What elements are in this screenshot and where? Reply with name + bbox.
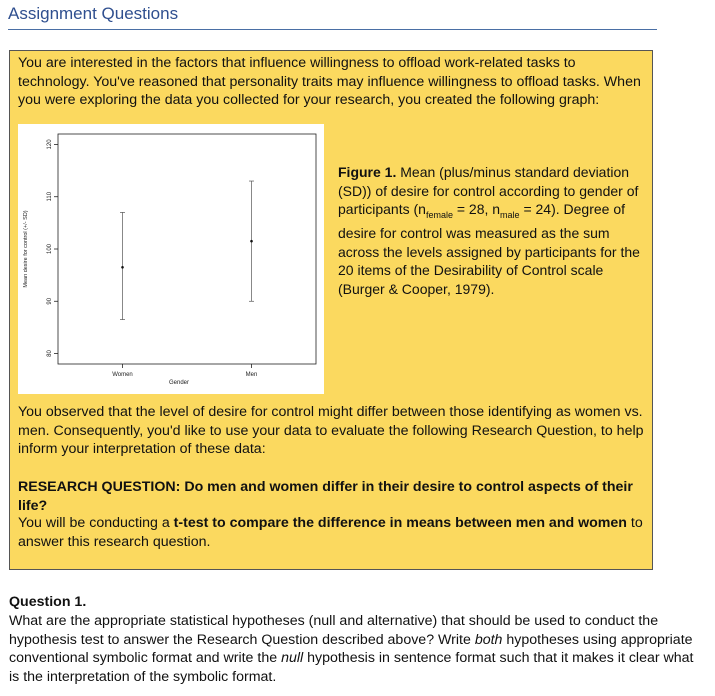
method-text-c: to answer this research question. xyxy=(18,515,643,550)
intro-paragraph: You are interested in the factors that influence willingness to offload work-related tasks to technology. You've reasoned that personality traits may influence willingness to offload tasks. When you were exploring the data you collected for your research, you created the following graph: xyxy=(18,55,641,108)
method-text-b: t-test to compare the difference in means between men and women xyxy=(173,515,627,531)
caption-sub-female: female xyxy=(425,209,453,220)
page-heading: Assignment Questions xyxy=(8,4,179,23)
method-paragraph xyxy=(18,514,648,551)
y-tick-label: 100 xyxy=(47,243,53,255)
y-tick-label: 110 xyxy=(47,191,53,202)
q1-text-b: both xyxy=(474,631,503,648)
question-1-body xyxy=(9,612,699,686)
y-axis-label: Mean desire for control (+/- SD) xyxy=(23,210,29,288)
figure-panel xyxy=(18,124,324,394)
mean-point xyxy=(121,266,124,269)
caption-text-a: Mean (plus/minus standard deviation (SD)) of desire for control according to gender of participants (n xyxy=(338,164,639,217)
heading-divider xyxy=(8,29,657,30)
q1-text-e: hypothesis in sentence format such that it makes it clear what is the interpretation of the symbolic format. xyxy=(9,650,694,685)
plot-frame xyxy=(58,134,316,364)
x-tick-label: Men xyxy=(245,372,258,378)
research-question: RESEARCH QUESTION: Do men and women differ in their desire to control aspects of their life? xyxy=(18,479,633,514)
q1-text-a: What are the appropriate statistical hypotheses (null and alternative) that should be used to conduct the hypothesis test to answer the Research Question described above? Write xyxy=(9,613,659,648)
errorbar-chart xyxy=(18,124,324,394)
question-1-title: Question 1. xyxy=(9,594,87,610)
mean-point xyxy=(250,240,253,243)
y-tick-label: 120 xyxy=(47,139,53,150)
caption-sub-male: male xyxy=(500,209,520,220)
x-axis-label: Gender xyxy=(168,380,190,386)
method-text-a: You will be conducting a xyxy=(18,515,174,531)
scenario-box xyxy=(9,50,653,570)
x-tick-label: Women xyxy=(112,372,133,378)
caption-text-b: = 28, n xyxy=(452,201,501,217)
figure-caption xyxy=(338,163,648,298)
q1-text-c: hypotheses using appropriate conventional symbolic format and write the xyxy=(9,631,693,666)
observation-paragraph: You observed that the level of desire for control might differ between those identifying as women vs. men. Consequently, you'd like to use your data to evaluate the following Research Question, to help inform your interpretation of these data: xyxy=(18,404,644,457)
q1-text-d: null xyxy=(281,650,304,666)
caption-text-c: = 24). Degree of desire for control was measured as the sum across the levels assigned by participants for the 20 items of the Desirability of Control scale (Burger & Cooper, 1979). xyxy=(338,201,640,297)
y-tick-label: 90 xyxy=(47,297,53,305)
figure-label: Figure 1. xyxy=(338,164,397,180)
y-tick-label: 80 xyxy=(47,350,53,357)
